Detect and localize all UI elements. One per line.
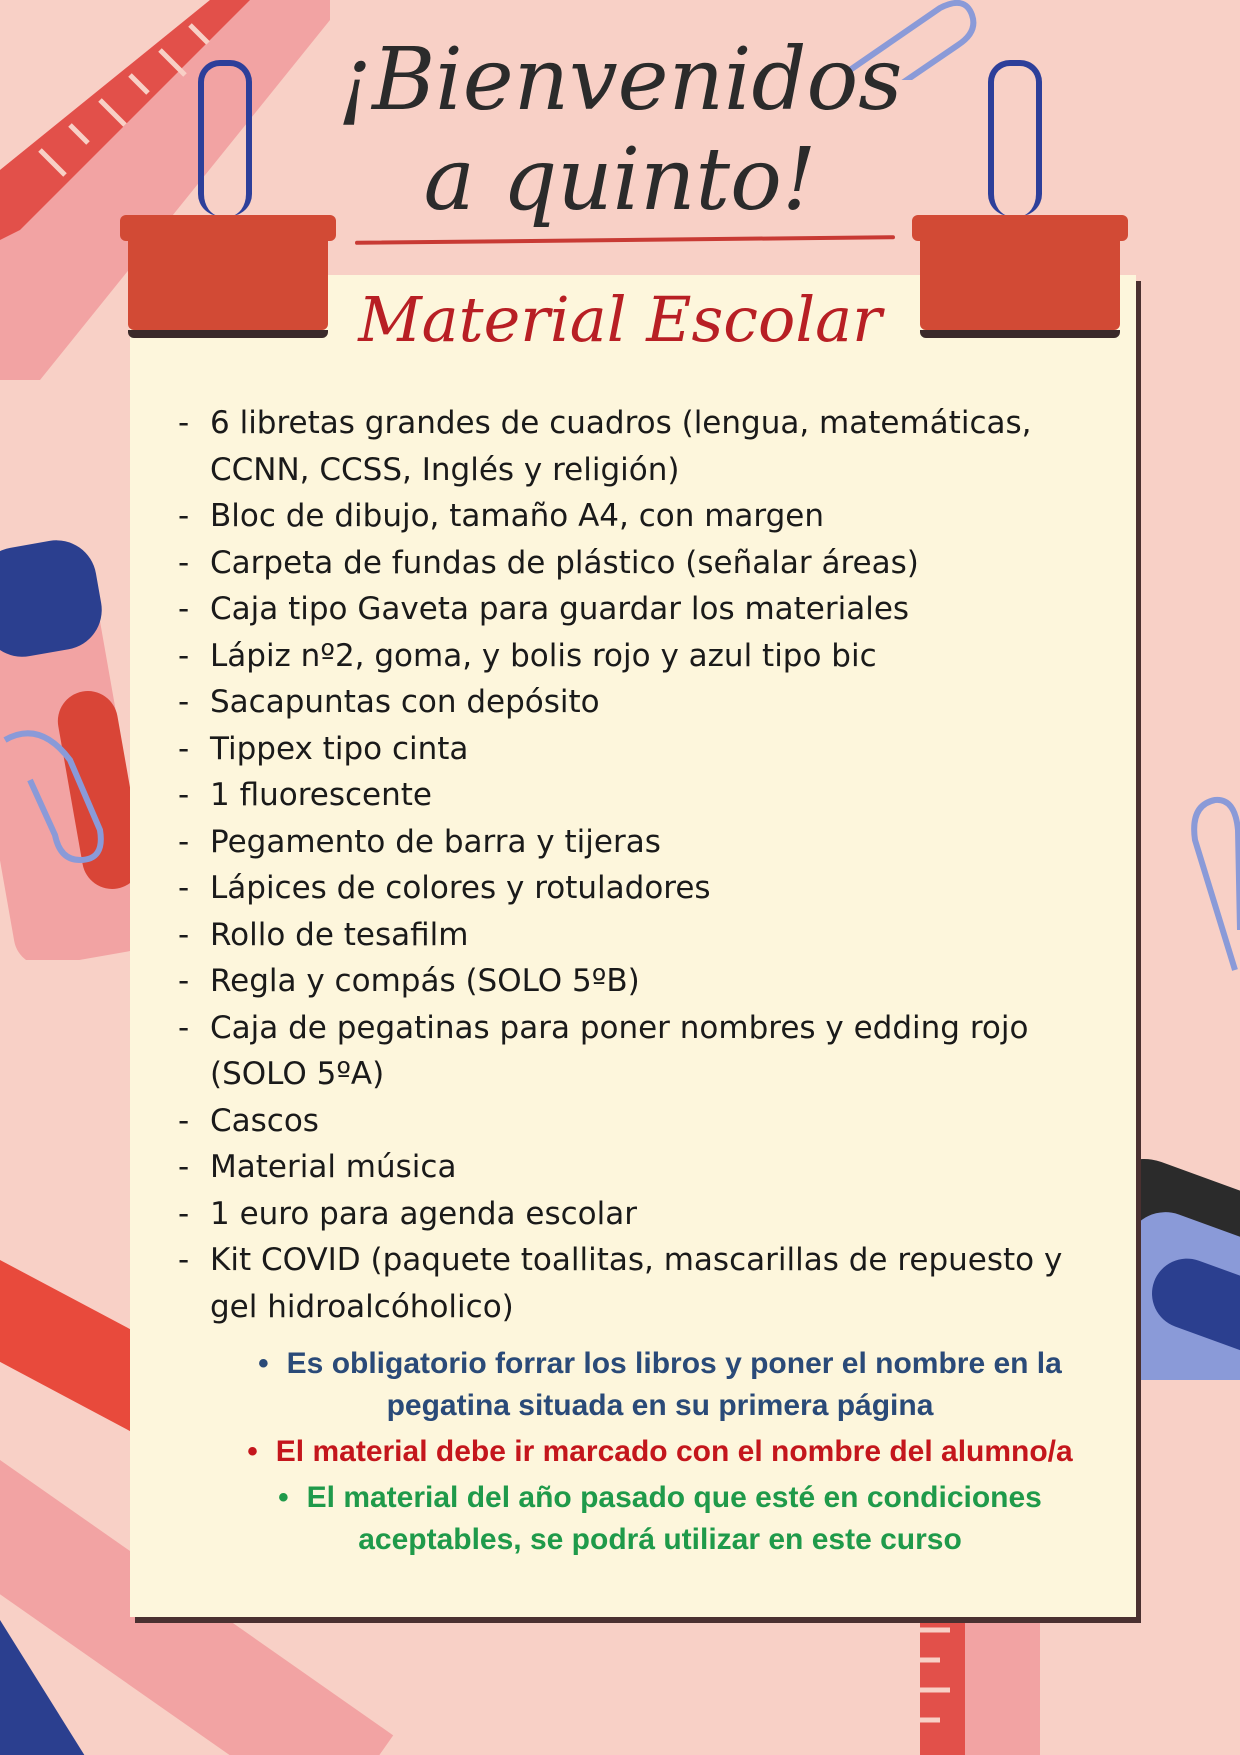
list-item: - Bloc de dibujo, tamaño A4, con margen: [178, 493, 1078, 540]
list-item: - Caja tipo Gaveta para guardar los materiales: [178, 586, 1078, 633]
list-item: - Pegamento de barra y tijeras: [178, 819, 1078, 866]
bullet-icon: •: [247, 1435, 258, 1468]
list-item: - Cascos: [178, 1098, 1078, 1145]
list-item: - Carpeta de fundas de plástico (señalar áreas): [178, 540, 1078, 587]
bullet-icon: •: [258, 1347, 269, 1380]
materials-list: [178, 400, 1078, 1330]
note-text: El material del año pasado que esté en condiciones aceptables, se podrá utilizar en este curso: [306, 1481, 1042, 1556]
list-item: - 1 fluorescente: [178, 772, 1078, 819]
note-text: El material debe ir marcado con el nombre del alumno/a: [275, 1435, 1073, 1468]
title-line-1: ¡Bienvenidos: [337, 30, 903, 130]
note-text: Es obligatorio forrar los libros y poner el nombre en la pegatina situada en su primera página: [286, 1347, 1062, 1422]
list-item: - Regla y compás (SOLO 5ºB): [178, 958, 1078, 1005]
list-item: - Lápiz nº2, goma, y bolis rojo y azul tipo bic: [178, 633, 1078, 680]
list-item: - Rollo de tesafilm: [178, 912, 1078, 959]
list-item: - Tippex tipo cinta: [178, 726, 1078, 773]
paperclip-right-decoration: [1180, 780, 1240, 980]
note-item-marked-material: [220, 1431, 1100, 1473]
notes-list: [220, 1343, 1100, 1561]
list-item: - Sacapuntas con depósito: [178, 679, 1078, 726]
page-title: [0, 30, 1240, 230]
note-item-books: [220, 1343, 1100, 1427]
bullet-icon: •: [278, 1481, 289, 1514]
list-item: - 1 euro para agenda escolar: [178, 1191, 1078, 1238]
list-item: - Kit COVID (paquete toallitas, mascarillas de repuesto y gel hidroalcóholico): [178, 1237, 1078, 1330]
list-item: - Material música: [178, 1144, 1078, 1191]
list-item: - Lápices de colores y rotuladores: [178, 865, 1078, 912]
ruler-bottom-right-decoration: [920, 1600, 1070, 1755]
paperclip-left-decoration: [0, 720, 110, 880]
list-item: - 6 libretas grandes de cuadros (lengua, matemáticas, CCNN, CCSS, Inglés y religión): [178, 400, 1078, 493]
title-line-2: a quinto!: [423, 130, 817, 230]
title-underline: [355, 235, 895, 245]
section-heading: Material Escolar: [358, 283, 882, 356]
list-item: - Caja de pegatinas para poner nombres y edding rojo (SOLO 5ºA): [178, 1005, 1078, 1098]
note-item-last-year-material: [220, 1477, 1100, 1561]
